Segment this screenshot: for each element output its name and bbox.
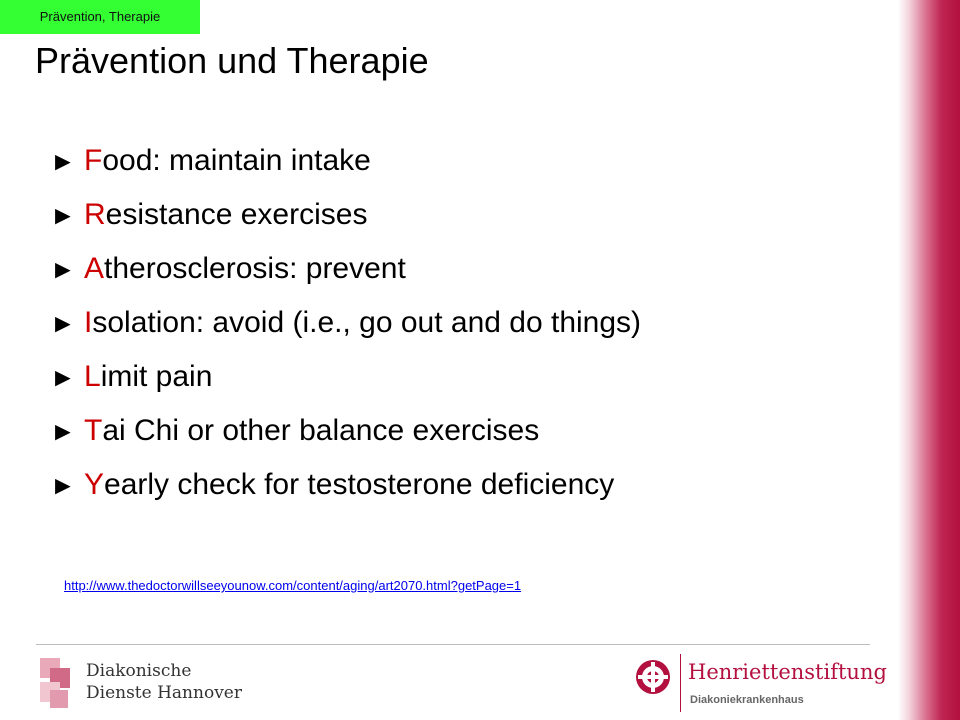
bullet-item [50, 350, 641, 404]
bullet-list [50, 134, 641, 512]
bullet-arrow-icon: ► [50, 469, 76, 500]
bullet-item [50, 404, 641, 458]
bullet-item [50, 188, 641, 242]
bullet-initial: A [84, 252, 105, 285]
decorative-side-band [898, 0, 960, 720]
bullet-arrow-icon: ► [50, 145, 76, 176]
henriettenstiftung-logo [632, 652, 887, 716]
bullet-text: therosclerosis: prevent [104, 252, 406, 285]
bullet-initial: F [84, 144, 103, 177]
diakonische-logo-mark-icon [38, 656, 72, 712]
diakonische-dienste-logo [38, 656, 248, 712]
right-logo-subtitle: Diakoniekrankenhaus [690, 694, 804, 706]
bullet-text: ood: maintain intake [102, 144, 371, 177]
bullet-text: imit pain [100, 360, 213, 393]
bullet-initial: Y [84, 468, 105, 501]
bullet-item [50, 242, 641, 296]
logo-divider [680, 654, 681, 712]
bullet-item [50, 458, 641, 512]
bullet-initial: R [84, 198, 106, 231]
bullet-initial: T [84, 414, 103, 447]
bullet-initial: I [84, 306, 93, 339]
bullet-text: esistance exercises [105, 198, 368, 231]
bullet-initial: L [84, 360, 101, 393]
section-tag: Prävention, Therapie [0, 0, 200, 34]
bullet-item [50, 296, 641, 350]
source-link[interactable]: http://www.thedoctorwillseeyounow.com/content/aging/art2070.html?getPage=1 [64, 578, 522, 593]
left-logo-line2: Dienste Hannover [86, 683, 242, 703]
bullet-arrow-icon: ► [50, 415, 76, 446]
footer-divider [36, 644, 870, 645]
left-logo-line1: Diakonische [86, 661, 192, 681]
bullet-arrow-icon: ► [50, 361, 76, 392]
right-logo-name: Henriettenstiftung [688, 660, 887, 684]
slide-title: Prävention und Therapie [35, 40, 429, 81]
bullet-arrow-icon: ► [50, 199, 76, 230]
diakonische-logo-text [86, 660, 242, 704]
henriettenstiftung-seal-icon [634, 658, 672, 696]
bullet-arrow-icon: ► [50, 253, 76, 284]
bullet-text: solation: avoid (i.e., go out and do things) [92, 306, 642, 339]
bullet-text: early check for testosterone deficiency [104, 468, 615, 501]
bullet-arrow-icon: ► [50, 307, 76, 338]
bullet-text: ai Chi or other balance exercises [102, 414, 540, 447]
bullet-item [50, 134, 641, 188]
